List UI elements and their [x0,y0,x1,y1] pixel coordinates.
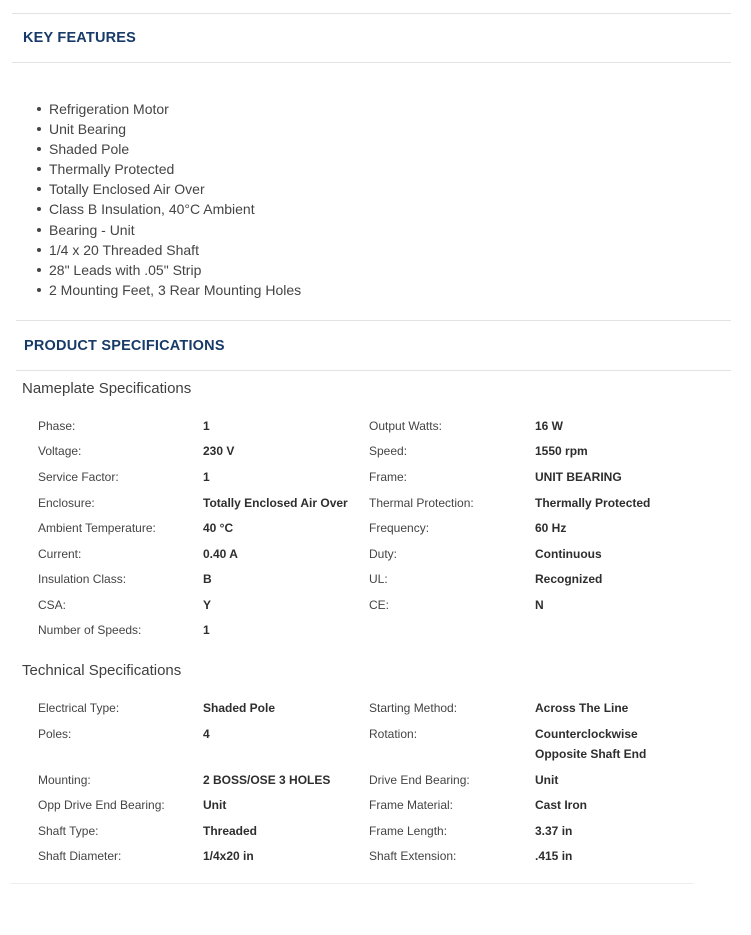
bottom-divider [10,883,694,884]
spec-label: Shaft Extension: [369,849,457,863]
list-item: Totally Enclosed Air Over [36,179,301,199]
spec-value: Cast Iron [535,798,588,812]
product-specs-top-divider [16,320,731,321]
spec-value: Totally Enclosed Air Over [203,496,348,510]
list-item: Class B Insulation, 40°C Ambient [36,199,301,219]
spec-value: B [203,572,212,586]
spec-label: Number of Speeds: [38,623,142,637]
spec-value: 1550 rpm [535,444,588,458]
spec-value: .415 in [535,849,573,863]
list-item: 1/4 x 20 Threaded Shaft [36,240,301,260]
list-item: Bearing - Unit [36,220,301,240]
spec-label: Frame Material: [369,798,454,812]
spec-label: Enclosure: [38,496,95,510]
spec-value: Opposite Shaft End [535,747,647,761]
spec-label: CSA: [38,598,67,612]
spec-value: Y [203,598,212,612]
spec-label: Mounting: [38,773,91,787]
spec-label: Drive End Bearing: [369,773,470,787]
spec-label: Current: [38,547,82,561]
list-item: 2 Mounting Feet, 3 Rear Mounting Holes [36,280,301,300]
spec-value: 1 [203,623,210,637]
spec-label: Ambient Temperature: [38,521,156,535]
key-features-list [36,99,301,300]
spec-value: 2 BOSS/OSE 3 HOLES [203,773,331,787]
technical-specs-title: Technical Specifications [22,662,182,679]
spec-value: Unit [535,773,559,787]
spec-label: Speed: [369,444,408,458]
spec-label: Voltage: [38,444,82,458]
spec-label: CE: [369,598,390,612]
list-item: Refrigeration Motor [36,99,301,119]
spec-value: Shaded Pole [203,701,276,715]
spec-label: Service Factor: [38,470,119,484]
spec-label: Phase: [38,419,76,433]
spec-value: N [535,598,544,612]
spec-value: Recognized [535,572,603,586]
spec-value: Unit [203,798,227,812]
spec-label: UL: [369,572,388,586]
spec-label: Shaft Type: [38,824,99,838]
nameplate-specs-title: Nameplate Specifications [22,380,192,397]
spec-label: Rotation: [369,727,418,741]
spec-value: 1/4x20 in [203,849,254,863]
spec-label: Opp Drive End Bearing: [38,798,165,812]
spec-value: 1 [203,470,210,484]
spec-value: 4 [203,727,210,741]
spec-label: Insulation Class: [38,572,127,586]
list-item: 28" Leads with .05" Strip [36,260,301,280]
spec-label: Output Watts: [369,419,442,433]
spec-value: 1 [203,419,210,433]
spec-value: Thermally Protected [535,496,651,510]
product-specs-divider [16,370,731,371]
spec-value: Across The Line [535,701,629,715]
spec-value: 230 V [203,444,235,458]
spec-value: 0.40 A [203,547,238,561]
spec-label: Frame Length: [369,824,448,838]
list-item: Shaded Pole [36,139,301,159]
spec-value: Counterclockwise [535,727,638,741]
spec-label: Duty: [369,547,398,561]
key-features-divider [12,62,731,63]
spec-label: Frame: [369,470,408,484]
product-specs-heading: PRODUCT SPECIFICATIONS [24,338,225,354]
spec-label: Shaft Diameter: [38,849,122,863]
list-item: Unit Bearing [36,119,301,139]
spec-label: Thermal Protection: [369,496,474,510]
spec-label: Poles: [38,727,72,741]
spec-value: 60 Hz [535,521,567,535]
list-item: Thermally Protected [36,159,301,179]
spec-value: Continuous [535,547,602,561]
spec-value: 3.37 in [535,824,573,838]
spec-label: Starting Method: [369,701,458,715]
key-features-heading: KEY FEATURES [23,30,137,46]
spec-value: 16 W [535,419,564,433]
spec-value: 40 °C [203,521,234,535]
spec-value: UNIT BEARING [535,470,622,484]
spec-label: Frequency: [369,521,430,535]
spec-value: Threaded [203,824,258,838]
top-divider [12,13,731,14]
spec-label: Electrical Type: [38,701,120,715]
